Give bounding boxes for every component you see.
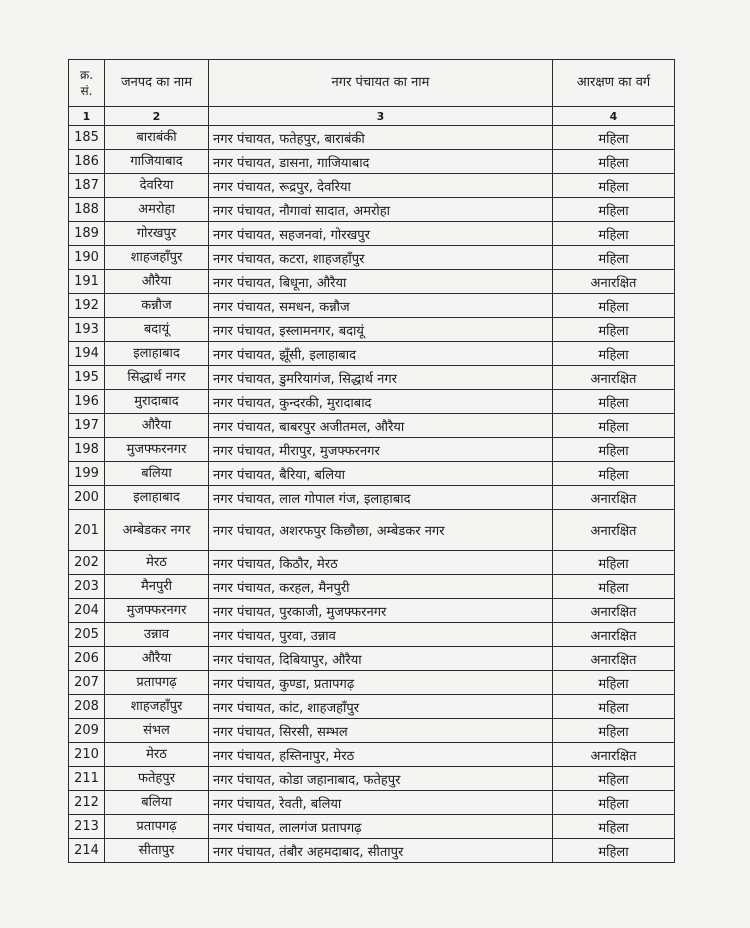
- table-row: [69, 551, 675, 575]
- district-cell: अम्बेडकर नगर: [105, 510, 209, 551]
- district-cell: संभल: [105, 719, 209, 743]
- district-cell: मुरादाबाद: [105, 390, 209, 414]
- panchayat-name-cell: नगर पंचायत, बैरिया, बलिया: [209, 462, 553, 486]
- district-cell: मुजफ्फरनगर: [105, 599, 209, 623]
- serial-cell: 213: [69, 815, 105, 839]
- panchayat-name-cell: नगर पंचायत, अशरफपुर किछौछा, अम्बेडकर नगर: [209, 510, 553, 551]
- table-row: [69, 671, 675, 695]
- district-cell: बाराबंकी: [105, 126, 209, 150]
- serial-cell: 203: [69, 575, 105, 599]
- category-cell: महिला: [553, 126, 675, 150]
- panchayat-name-cell: नगर पंचायत, बिधूना, औरैया: [209, 270, 553, 294]
- panchayat-name-cell: नगर पंचायत, रेवती, बलिया: [209, 791, 553, 815]
- panchayat-name-cell: नगर पंचायत, कुन्दरकी, मुरादाबाद: [209, 390, 553, 414]
- category-cell: महिला: [553, 551, 675, 575]
- serial-cell: 212: [69, 791, 105, 815]
- table-row: [69, 438, 675, 462]
- table-row: [69, 318, 675, 342]
- panchayat-name-cell: नगर पंचायत, कुण्डा, प्रतापगढ़: [209, 671, 553, 695]
- table-row: [69, 126, 675, 150]
- panchayat-name-cell: नगर पंचायत, सिरसी, सम्भल: [209, 719, 553, 743]
- category-cell: महिला: [553, 671, 675, 695]
- category-cell: अनारक्षित: [553, 599, 675, 623]
- header-row: [69, 60, 675, 107]
- category-cell: महिला: [553, 462, 675, 486]
- panchayat-name-cell: नगर पंचायत, करहल, मैनपुरी: [209, 575, 553, 599]
- panchayat-name-cell: नगर पंचायत, पुरवा, उन्नाव: [209, 623, 553, 647]
- category-cell: महिला: [553, 575, 675, 599]
- district-cell: फतेहपुर: [105, 767, 209, 791]
- serial-cell: 208: [69, 695, 105, 719]
- table-row: [69, 719, 675, 743]
- category-cell: अनारक्षित: [553, 647, 675, 671]
- category-cell: महिला: [553, 246, 675, 270]
- panchayat-name-cell: नगर पंचायत, किठौर, मेरठ: [209, 551, 553, 575]
- table-row: [69, 791, 675, 815]
- table-row: [69, 366, 675, 390]
- serial-cell: 201: [69, 510, 105, 551]
- panchayat-name-cell: नगर पंचायत, समधन, कन्नौज: [209, 294, 553, 318]
- table-row: [69, 270, 675, 294]
- header-category: आरक्षण का वर्ग: [553, 60, 675, 107]
- serial-cell: 188: [69, 198, 105, 222]
- panchayat-name-cell: नगर पंचायत, रूद्रपुर, देवरिया: [209, 174, 553, 198]
- serial-cell: 185: [69, 126, 105, 150]
- column-number-row: [69, 107, 675, 126]
- serial-cell: 197: [69, 414, 105, 438]
- serial-cell: 204: [69, 599, 105, 623]
- panchayat-name-cell: नगर पंचायत, झूँसी, इलाहाबाद: [209, 342, 553, 366]
- table-row: [69, 575, 675, 599]
- panchayat-name-cell: नगर पंचायत, बाबरपुर अजीतमल, औरैया: [209, 414, 553, 438]
- serial-cell: 206: [69, 647, 105, 671]
- district-cell: शाहजहाँपुर: [105, 246, 209, 270]
- district-cell: बलिया: [105, 791, 209, 815]
- table-row: [69, 486, 675, 510]
- category-cell: अनारक्षित: [553, 510, 675, 551]
- panchayat-name-cell: नगर पंचायत, डुमरियागंज, सिद्धार्थ नगर: [209, 366, 553, 390]
- panchayat-name-cell: नगर पंचायत, दिबियापुर, औरैया: [209, 647, 553, 671]
- panchayat-name-cell: नगर पंचायत, लालगंज प्रतापगढ़: [209, 815, 553, 839]
- panchayat-name-cell: नगर पंचायत, डासना, गाजियाबाद: [209, 150, 553, 174]
- category-cell: महिला: [553, 342, 675, 366]
- district-cell: मेरठ: [105, 743, 209, 767]
- panchayat-name-cell: नगर पंचायत, इस्लामनगर, बदायूं: [209, 318, 553, 342]
- district-cell: इलाहाबाद: [105, 486, 209, 510]
- district-cell: गाजियाबाद: [105, 150, 209, 174]
- serial-cell: 191: [69, 270, 105, 294]
- table-row: [69, 647, 675, 671]
- panchayat-name-cell: नगर पंचायत, तंबौर अहमदाबाद, सीतापुर: [209, 839, 553, 863]
- district-cell: प्रतापगढ़: [105, 671, 209, 695]
- panchayat-name-cell: नगर पंचायत, कांट, शाहजहाँपुर: [209, 695, 553, 719]
- category-cell: महिला: [553, 719, 675, 743]
- district-cell: कन्नौज: [105, 294, 209, 318]
- district-cell: उन्नाव: [105, 623, 209, 647]
- table-row: [69, 342, 675, 366]
- table-row: [69, 294, 675, 318]
- category-cell: महिला: [553, 791, 675, 815]
- panchayat-name-cell: नगर पंचायत, कटरा, शाहजहाँपुर: [209, 246, 553, 270]
- district-cell: बलिया: [105, 462, 209, 486]
- panchayat-name-cell: नगर पंचायत, फतेहपुर, बाराबंकी: [209, 126, 553, 150]
- serial-cell: 202: [69, 551, 105, 575]
- district-cell: बदायूं: [105, 318, 209, 342]
- district-cell: औरैया: [105, 414, 209, 438]
- serial-cell: 211: [69, 767, 105, 791]
- district-cell: शाहजहाँपुर: [105, 695, 209, 719]
- column-number: 2: [105, 107, 209, 126]
- table-row: [69, 414, 675, 438]
- table-row: [69, 150, 675, 174]
- table-row: [69, 462, 675, 486]
- district-cell: देवरिया: [105, 174, 209, 198]
- district-cell: सिद्धार्थ नगर: [105, 366, 209, 390]
- serial-cell: 187: [69, 174, 105, 198]
- category-cell: अनारक्षित: [553, 486, 675, 510]
- district-cell: प्रतापगढ़: [105, 815, 209, 839]
- header-panchayat: नगर पंचायत का नाम: [209, 60, 553, 107]
- category-cell: अनारक्षित: [553, 623, 675, 647]
- serial-cell: 190: [69, 246, 105, 270]
- category-cell: महिला: [553, 198, 675, 222]
- serial-cell: 214: [69, 839, 105, 863]
- header-district: जनपद का नाम: [105, 60, 209, 107]
- reservation-table: [68, 59, 675, 863]
- table-row: [69, 815, 675, 839]
- category-cell: महिला: [553, 318, 675, 342]
- category-cell: महिला: [553, 695, 675, 719]
- category-cell: महिला: [553, 390, 675, 414]
- district-cell: मैनपुरी: [105, 575, 209, 599]
- category-cell: महिला: [553, 174, 675, 198]
- district-cell: मेरठ: [105, 551, 209, 575]
- serial-cell: 192: [69, 294, 105, 318]
- panchayat-name-cell: नगर पंचायत, नौगावां सादात, अमरोहा: [209, 198, 553, 222]
- serial-cell: 189: [69, 222, 105, 246]
- table-row: [69, 174, 675, 198]
- serial-cell: 198: [69, 438, 105, 462]
- district-cell: सीतापुर: [105, 839, 209, 863]
- serial-cell: 195: [69, 366, 105, 390]
- category-cell: अनारक्षित: [553, 270, 675, 294]
- serial-cell: 194: [69, 342, 105, 366]
- table-row: [69, 599, 675, 623]
- category-cell: महिला: [553, 150, 675, 174]
- serial-cell: 200: [69, 486, 105, 510]
- panchayat-name-cell: नगर पंचायत, लाल गोपाल गंज, इलाहाबाद: [209, 486, 553, 510]
- panchayat-name-cell: नगर पंचायत, मीरापुर, मुजफ्फरनगर: [209, 438, 553, 462]
- table-row: [69, 623, 675, 647]
- table-row: [69, 743, 675, 767]
- column-number: 1: [69, 107, 105, 126]
- header-serial: क्र. सं.: [69, 60, 105, 107]
- panchayat-name-cell: नगर पंचायत, कोडा जहानाबाद, फतेहपुर: [209, 767, 553, 791]
- category-cell: महिला: [553, 438, 675, 462]
- serial-cell: 210: [69, 743, 105, 767]
- category-cell: महिला: [553, 767, 675, 791]
- district-cell: इलाहाबाद: [105, 342, 209, 366]
- serial-cell: 209: [69, 719, 105, 743]
- category-cell: अनारक्षित: [553, 743, 675, 767]
- serial-cell: 199: [69, 462, 105, 486]
- table-row: [69, 246, 675, 270]
- table-row: [69, 767, 675, 791]
- category-cell: महिला: [553, 222, 675, 246]
- serial-cell: 186: [69, 150, 105, 174]
- table-row: [69, 839, 675, 863]
- serial-cell: 193: [69, 318, 105, 342]
- table-row: [69, 390, 675, 414]
- column-number: 3: [209, 107, 553, 126]
- district-cell: गोरखपुर: [105, 222, 209, 246]
- table-body: [69, 126, 675, 863]
- table-row: [69, 510, 675, 551]
- district-cell: औरैया: [105, 647, 209, 671]
- category-cell: अनारक्षित: [553, 366, 675, 390]
- table-row: [69, 222, 675, 246]
- panchayat-name-cell: नगर पंचायत, पुरकाजी, मुजफ्फरनगर: [209, 599, 553, 623]
- column-number: 4: [553, 107, 675, 126]
- district-cell: अमरोहा: [105, 198, 209, 222]
- table-row: [69, 695, 675, 719]
- category-cell: महिला: [553, 839, 675, 863]
- serial-cell: 207: [69, 671, 105, 695]
- category-cell: महिला: [553, 414, 675, 438]
- category-cell: महिला: [553, 294, 675, 318]
- table-row: [69, 198, 675, 222]
- serial-cell: 196: [69, 390, 105, 414]
- panchayat-name-cell: नगर पंचायत, सहजनवां, गोरखपुर: [209, 222, 553, 246]
- district-cell: औरैया: [105, 270, 209, 294]
- serial-cell: 205: [69, 623, 105, 647]
- panchayat-name-cell: नगर पंचायत, हस्तिनापुर, मेरठ: [209, 743, 553, 767]
- category-cell: महिला: [553, 815, 675, 839]
- district-cell: मुजफ्फरनगर: [105, 438, 209, 462]
